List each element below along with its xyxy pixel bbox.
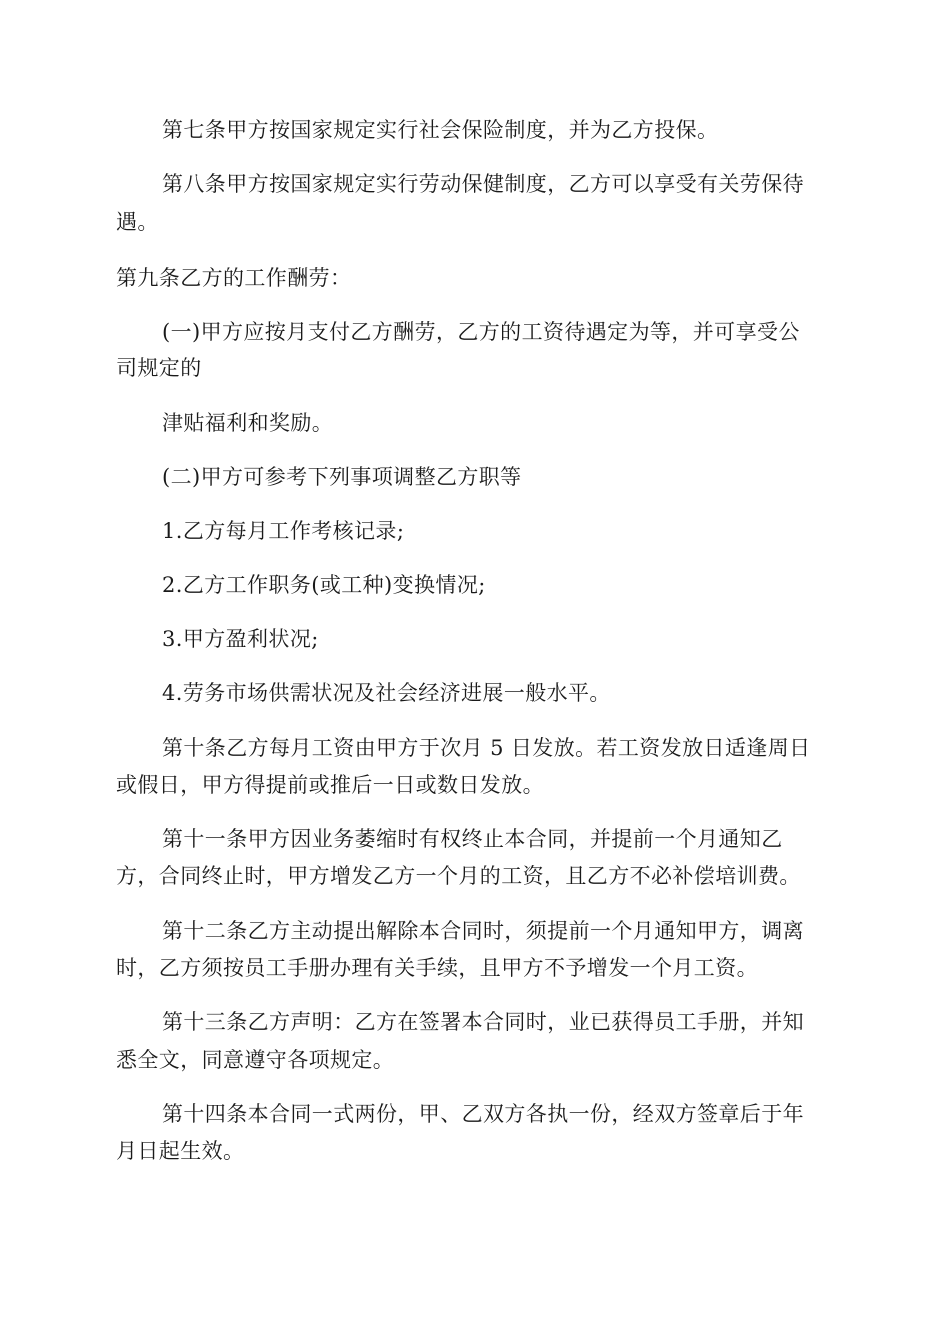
article-14-line-2: 月日起生效。	[116, 1139, 245, 1163]
article-8-line-2: 遇。	[116, 210, 159, 234]
sub-item-2: 2.乙方工作职务(或工种)变换情况;	[162, 573, 486, 597]
article-14-line-1: 第十四条本合同一式两份，甲、乙双方各执一份，经双方签章后于年	[162, 1102, 804, 1126]
sub-item-1: 1.乙方每月工作考核记录;	[162, 519, 405, 543]
article-13-line-1: 第十三条乙方声明：乙方在签署本合同时，业已获得员工手册，并知	[162, 1010, 804, 1034]
article-12-line-1: 第十二条乙方主动提出解除本合同时，须提前一个月通知甲方，调离	[162, 919, 804, 943]
sub-item-4: 4.劳务市场供需状况及社会经济进展一般水平。	[162, 681, 611, 705]
article-13-line-2: 悉全文，同意遵守各项规定。	[116, 1048, 395, 1072]
item-2-line: (二)甲方可参考下列事项调整乙方职等	[162, 465, 522, 489]
item-1-line-1: (一)甲方应按月支付乙方酬劳，乙方的工资待遇定为等，并可享受公	[162, 320, 800, 344]
item-1-line-2: 司规定的	[116, 356, 202, 380]
article-9-heading: 第九条乙方的工作酬劳：	[116, 266, 352, 290]
item-1-line-3: 津贴福利和奖励。	[162, 411, 334, 435]
article-10-line-1: 第十条乙方每月工资由甲方于次月 5 日发放。若工资发放日适逢周日	[162, 736, 811, 760]
article-11-line-1: 第十一条甲方因业务萎缩时有权终止本合同，并提前一个月通知乙	[162, 827, 783, 851]
article-8-line-1: 第八条甲方按国家规定实行劳动保健制度，乙方可以享受有关劳保待	[162, 172, 804, 196]
article-12-line-2: 时，乙方须按员工手册办理有关手续，且甲方不予增发一个月工资。	[116, 956, 758, 980]
article-11-line-2: 方，合同终止时，甲方增发乙方一个月的工资，且乙方不必补偿培训费。	[116, 864, 801, 888]
sub-item-3: 3.甲方盈利状况;	[162, 627, 319, 651]
article-7-line: 第七条甲方按国家规定实行社会保险制度，并为乙方投保。	[162, 118, 719, 142]
article-10-line-2: 或假日，甲方得提前或推后一日或数日发放。	[116, 773, 544, 797]
